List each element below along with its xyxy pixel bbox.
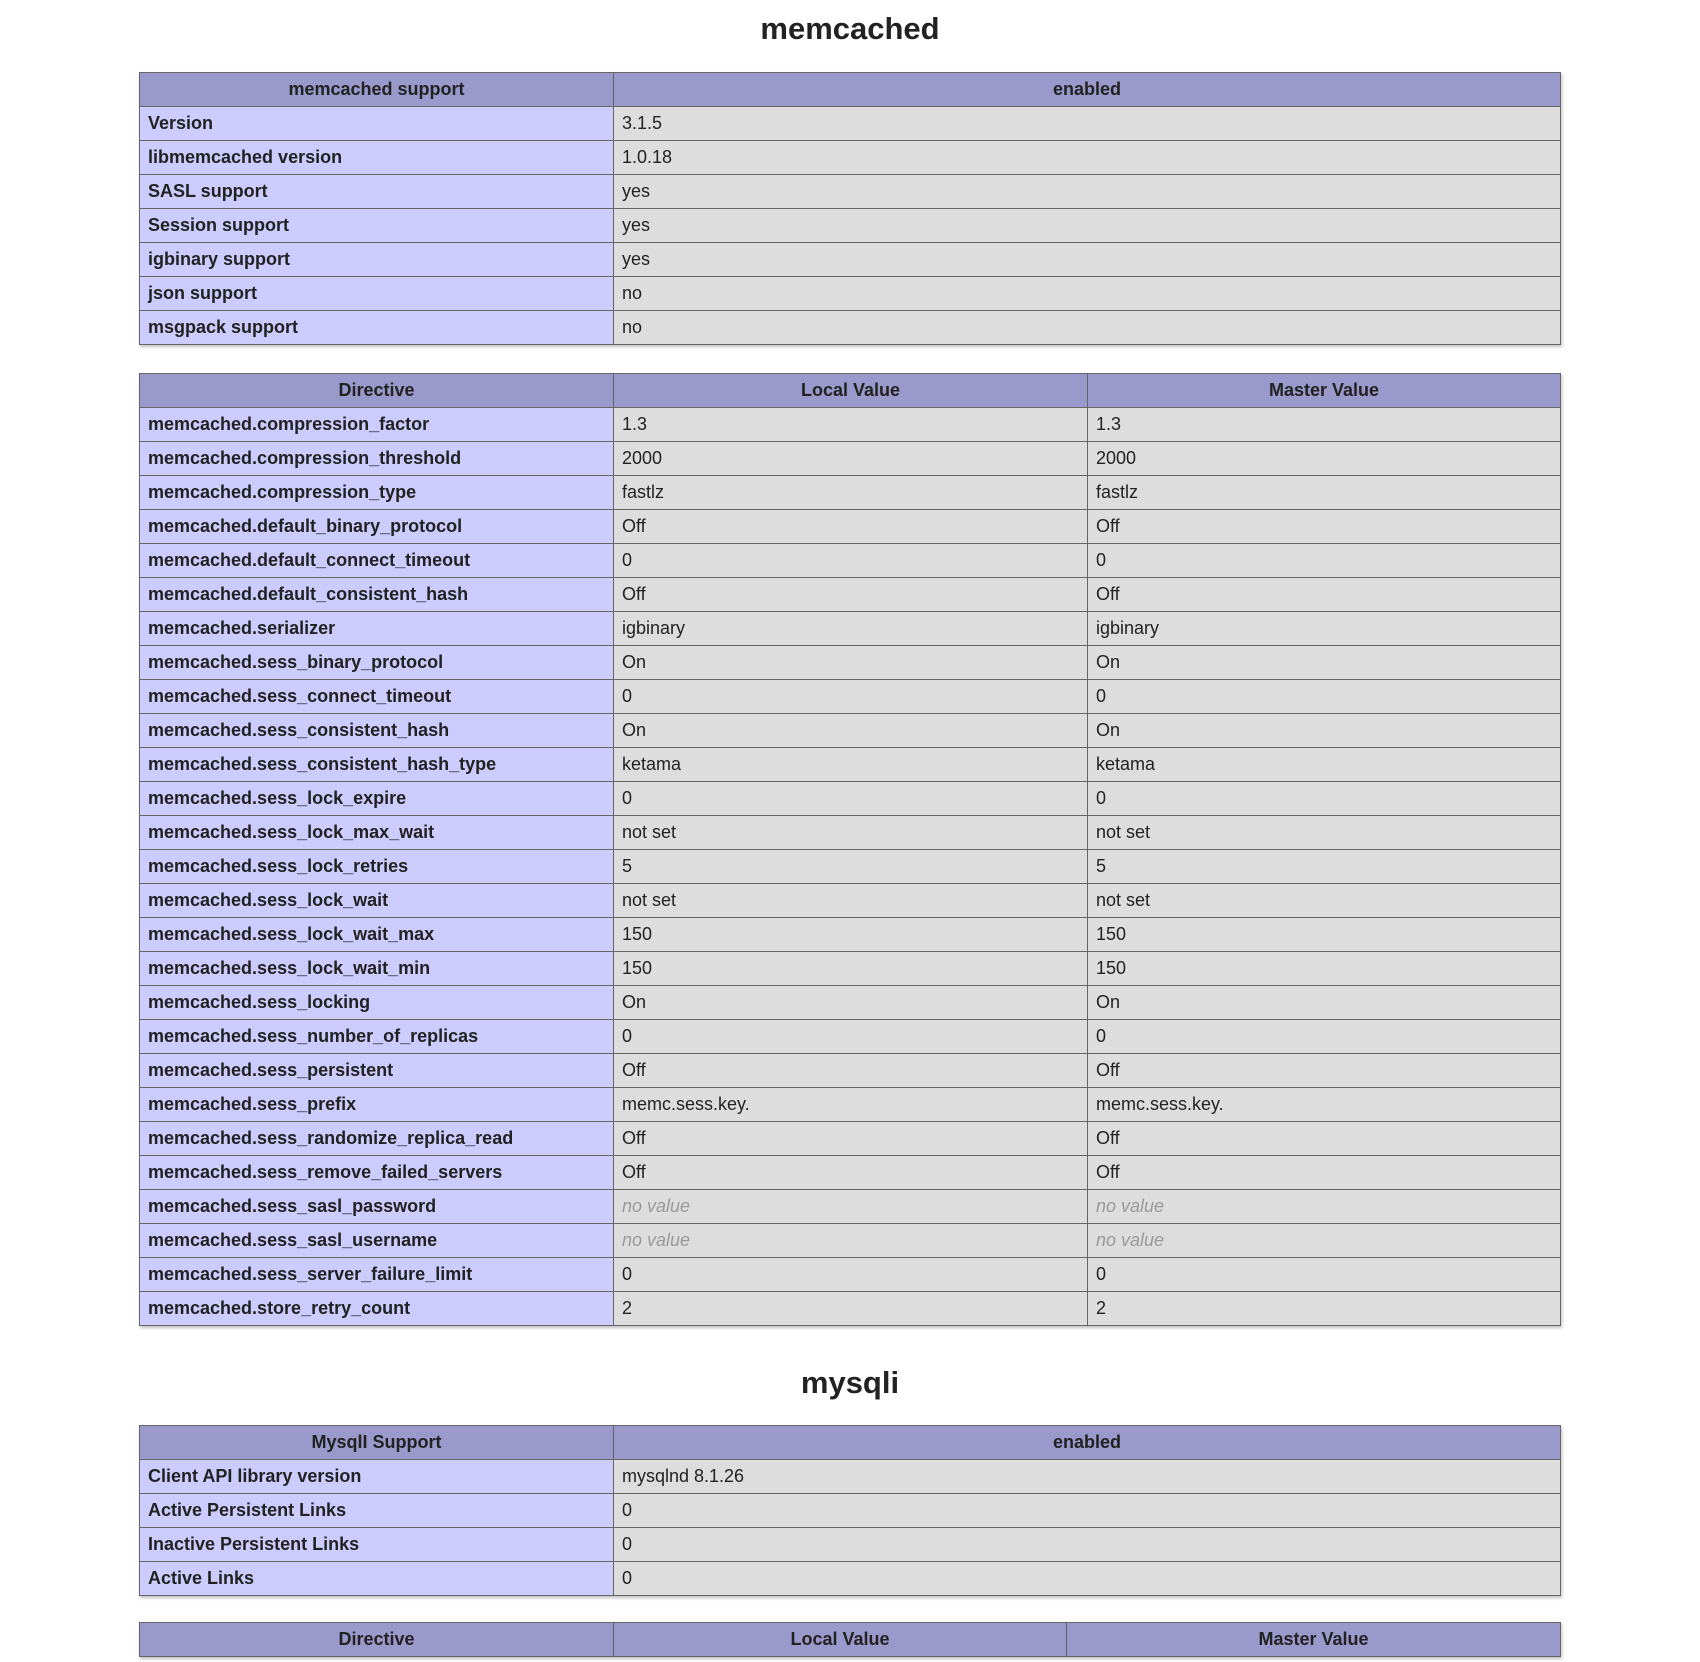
table-header-cell: Master Value bbox=[1088, 374, 1561, 408]
table-row bbox=[140, 1562, 1561, 1596]
table-row bbox=[140, 952, 1561, 986]
memcached-directive-container bbox=[0, 373, 1700, 1326]
table-header-row bbox=[140, 374, 1561, 408]
row-value-cell: On bbox=[1088, 986, 1561, 1020]
row-value-cell: Off bbox=[614, 1156, 1088, 1190]
row-value-cell: 150 bbox=[614, 952, 1088, 986]
row-label-cell: memcached.compression_type bbox=[140, 476, 614, 510]
row-label-cell: memcached.sess_lock_max_wait bbox=[140, 816, 614, 850]
row-label-cell: memcached.sess_number_of_replicas bbox=[140, 1020, 614, 1054]
row-value-cell: 0 bbox=[614, 782, 1088, 816]
table-row bbox=[140, 1122, 1561, 1156]
row-value-cell: Off bbox=[1088, 510, 1561, 544]
row-value-cell: 1.0.18 bbox=[614, 141, 1561, 175]
table-row bbox=[140, 1224, 1561, 1258]
row-value-cell: no bbox=[614, 311, 1561, 345]
table-row bbox=[140, 850, 1561, 884]
row-value-cell: not set bbox=[614, 884, 1088, 918]
row-label-cell: memcached.default_consistent_hash bbox=[140, 578, 614, 612]
row-value-cell: yes bbox=[614, 243, 1561, 277]
table-row bbox=[140, 884, 1561, 918]
table-header-cell: MysqlI Support bbox=[140, 1426, 614, 1460]
row-value-cell: memc.sess.key. bbox=[614, 1088, 1088, 1122]
row-label-cell: memcached.serializer bbox=[140, 612, 614, 646]
row-value-cell: On bbox=[1088, 646, 1561, 680]
row-label-cell: memcached.sess_consistent_hash bbox=[140, 714, 614, 748]
row-value-cell: Off bbox=[1088, 1054, 1561, 1088]
table-header-cell: Master Value bbox=[1067, 1623, 1561, 1657]
row-label-cell: Version bbox=[140, 107, 614, 141]
row-value-cell: no bbox=[614, 277, 1561, 311]
table-header-row bbox=[140, 1623, 1561, 1657]
row-value-cell: On bbox=[614, 646, 1088, 680]
table-row bbox=[140, 209, 1561, 243]
row-label-cell: json support bbox=[140, 277, 614, 311]
row-value-cell: 2 bbox=[614, 1292, 1088, 1326]
row-label-cell: memcached.sess_consistent_hash_type bbox=[140, 748, 614, 782]
table-row bbox=[140, 1258, 1561, 1292]
table-header-row bbox=[140, 1426, 1561, 1460]
row-value-cell: 0 bbox=[1088, 544, 1561, 578]
row-value-cell: 150 bbox=[614, 918, 1088, 952]
table-row bbox=[140, 1020, 1561, 1054]
row-value-cell: 5 bbox=[614, 850, 1088, 884]
row-value-cell: 3.1.5 bbox=[614, 107, 1561, 141]
row-label-cell: memcached.sess_lock_expire bbox=[140, 782, 614, 816]
row-value-cell: memc.sess.key. bbox=[1088, 1088, 1561, 1122]
mysqli-support-container bbox=[0, 1425, 1700, 1596]
table-row bbox=[140, 918, 1561, 952]
row-value-cell: not set bbox=[1088, 884, 1561, 918]
table-row bbox=[140, 408, 1561, 442]
row-value-cell: 150 bbox=[1088, 918, 1561, 952]
row-label-cell: memcached.compression_factor bbox=[140, 408, 614, 442]
table-header-cell: Local Value bbox=[614, 1623, 1067, 1657]
memcached-support-container bbox=[0, 72, 1700, 345]
row-value-cell: Off bbox=[614, 578, 1088, 612]
row-value-cell bbox=[614, 1190, 1088, 1224]
row-value-cell: 0 bbox=[614, 1020, 1088, 1054]
table-row bbox=[140, 442, 1561, 476]
row-label-cell: memcached.store_retry_count bbox=[140, 1292, 614, 1326]
table-row bbox=[140, 510, 1561, 544]
row-value-cell bbox=[1088, 1224, 1561, 1258]
row-value-cell: mysqlnd 8.1.26 bbox=[614, 1460, 1561, 1494]
mysqli-section-title: mysqli bbox=[800, 1365, 900, 1400]
table-header-cell: enabled bbox=[614, 73, 1561, 107]
row-label-cell: libmemcached version bbox=[140, 141, 614, 175]
row-label-cell: SASL support bbox=[140, 175, 614, 209]
row-value-cell: not set bbox=[614, 816, 1088, 850]
mysqli-directive-container bbox=[0, 1622, 1700, 1662]
table-row bbox=[140, 1460, 1561, 1494]
row-label-cell: memcached.compression_threshold bbox=[140, 442, 614, 476]
row-label-cell: memcached.sess_lock_wait_min bbox=[140, 952, 614, 986]
row-label-cell: Client API library version bbox=[140, 1460, 614, 1494]
row-label-cell: Inactive Persistent Links bbox=[140, 1528, 614, 1562]
row-value-cell: 0 bbox=[1088, 1258, 1561, 1292]
row-label-cell: memcached.sess_connect_timeout bbox=[140, 680, 614, 714]
row-label-cell: memcached.sess_remove_failed_servers bbox=[140, 1156, 614, 1190]
table-row bbox=[140, 1088, 1561, 1122]
table-header-row bbox=[140, 73, 1561, 107]
row-label-cell: memcached.sess_lock_wait_max bbox=[140, 918, 614, 952]
table-row bbox=[140, 816, 1561, 850]
mysqli-directive-table bbox=[139, 1622, 1561, 1657]
table-row bbox=[140, 680, 1561, 714]
row-value-cell: ketama bbox=[1088, 748, 1561, 782]
row-label-cell: memcached.sess_sasl_username bbox=[140, 1224, 614, 1258]
row-value-cell: 1.3 bbox=[1088, 408, 1561, 442]
row-label-cell: memcached.sess_binary_protocol bbox=[140, 646, 614, 680]
row-value-cell: not set bbox=[1088, 816, 1561, 850]
table-header-cell: enabled bbox=[614, 1426, 1561, 1460]
row-label-cell: memcached.sess_lock_retries bbox=[140, 850, 614, 884]
row-label-cell: Session support bbox=[140, 209, 614, 243]
table-row bbox=[140, 782, 1561, 816]
table-row bbox=[140, 578, 1561, 612]
row-value-cell: ketama bbox=[614, 748, 1088, 782]
row-value-cell: On bbox=[1088, 714, 1561, 748]
row-value-cell: igbinary bbox=[614, 612, 1088, 646]
table-row bbox=[140, 476, 1561, 510]
mysqli-support-table bbox=[139, 1425, 1561, 1596]
row-value-cell: Off bbox=[1088, 578, 1561, 612]
table-header-cell: memcached support bbox=[140, 73, 614, 107]
row-value-cell: 1.3 bbox=[614, 408, 1088, 442]
table-row bbox=[140, 1054, 1561, 1088]
row-label-cell: memcached.default_connect_timeout bbox=[140, 544, 614, 578]
row-label-cell: memcached.sess_sasl_password bbox=[140, 1190, 614, 1224]
row-value-cell bbox=[1088, 1190, 1561, 1224]
row-label-cell: memcached.default_binary_protocol bbox=[140, 510, 614, 544]
row-value-cell: 2000 bbox=[1088, 442, 1561, 476]
table-header-cell: Local Value bbox=[614, 374, 1088, 408]
row-value-cell: On bbox=[614, 714, 1088, 748]
table-row bbox=[140, 1494, 1561, 1528]
table-row bbox=[140, 748, 1561, 782]
table-header-cell: Directive bbox=[140, 374, 614, 408]
row-value-cell bbox=[614, 1224, 1088, 1258]
row-value-cell: 0 bbox=[1088, 782, 1561, 816]
row-value-cell: Off bbox=[614, 1054, 1088, 1088]
row-label-cell: memcached.sess_prefix bbox=[140, 1088, 614, 1122]
row-value-cell: 2 bbox=[1088, 1292, 1561, 1326]
table-row bbox=[140, 1528, 1561, 1562]
row-value-cell: Off bbox=[1088, 1122, 1561, 1156]
row-label-cell: msgpack support bbox=[140, 311, 614, 345]
row-value-cell: yes bbox=[614, 209, 1561, 243]
row-value-cell: Off bbox=[1088, 1156, 1561, 1190]
no-value-text: no value bbox=[622, 1196, 691, 1216]
row-value-cell: 0 bbox=[614, 1528, 1561, 1562]
row-value-cell: 0 bbox=[1088, 680, 1561, 714]
row-label-cell: memcached.sess_persistent bbox=[140, 1054, 614, 1088]
memcached-support-table bbox=[139, 72, 1561, 345]
table-row bbox=[140, 277, 1561, 311]
row-value-cell: yes bbox=[614, 175, 1561, 209]
row-value-cell: Off bbox=[614, 510, 1088, 544]
memcached-directive-table bbox=[139, 373, 1561, 1326]
table-row bbox=[140, 1156, 1561, 1190]
table-row bbox=[140, 544, 1561, 578]
table-row bbox=[140, 175, 1561, 209]
row-value-cell: 0 bbox=[614, 544, 1088, 578]
table-row bbox=[140, 714, 1561, 748]
table-row bbox=[140, 986, 1561, 1020]
memcached-section-title: memcached bbox=[760, 11, 940, 46]
row-value-cell: On bbox=[614, 986, 1088, 1020]
row-value-cell: igbinary bbox=[1088, 612, 1561, 646]
row-value-cell: fastlz bbox=[1088, 476, 1561, 510]
row-label-cell: igbinary support bbox=[140, 243, 614, 277]
row-label-cell: memcached.sess_randomize_replica_read bbox=[140, 1122, 614, 1156]
table-row bbox=[140, 646, 1561, 680]
table-row bbox=[140, 311, 1561, 345]
row-value-cell: 5 bbox=[1088, 850, 1561, 884]
no-value-text: no value bbox=[622, 1230, 691, 1250]
row-value-cell: 150 bbox=[1088, 952, 1561, 986]
table-row bbox=[140, 243, 1561, 277]
row-value-cell: 2000 bbox=[614, 442, 1088, 476]
table-row bbox=[140, 141, 1561, 175]
no-value-text: no value bbox=[1096, 1196, 1165, 1216]
row-label-cell: memcached.sess_lock_wait bbox=[140, 884, 614, 918]
table-row bbox=[140, 1190, 1561, 1224]
no-value-text: no value bbox=[1096, 1230, 1165, 1250]
table-row bbox=[140, 1292, 1561, 1326]
row-value-cell: fastlz bbox=[614, 476, 1088, 510]
row-value-cell: 0 bbox=[614, 1562, 1561, 1596]
row-value-cell: 0 bbox=[1088, 1020, 1561, 1054]
row-label-cell: Active Persistent Links bbox=[140, 1494, 614, 1528]
row-label-cell: memcached.sess_server_failure_limit bbox=[140, 1258, 614, 1292]
row-label-cell: memcached.sess_locking bbox=[140, 986, 614, 1020]
row-value-cell: 0 bbox=[614, 680, 1088, 714]
row-value-cell: 0 bbox=[614, 1494, 1561, 1528]
row-value-cell: 0 bbox=[614, 1258, 1088, 1292]
table-header-cell: Directive bbox=[140, 1623, 614, 1657]
table-row bbox=[140, 107, 1561, 141]
row-label-cell: Active Links bbox=[140, 1562, 614, 1596]
row-value-cell: Off bbox=[614, 1122, 1088, 1156]
table-row bbox=[140, 612, 1561, 646]
